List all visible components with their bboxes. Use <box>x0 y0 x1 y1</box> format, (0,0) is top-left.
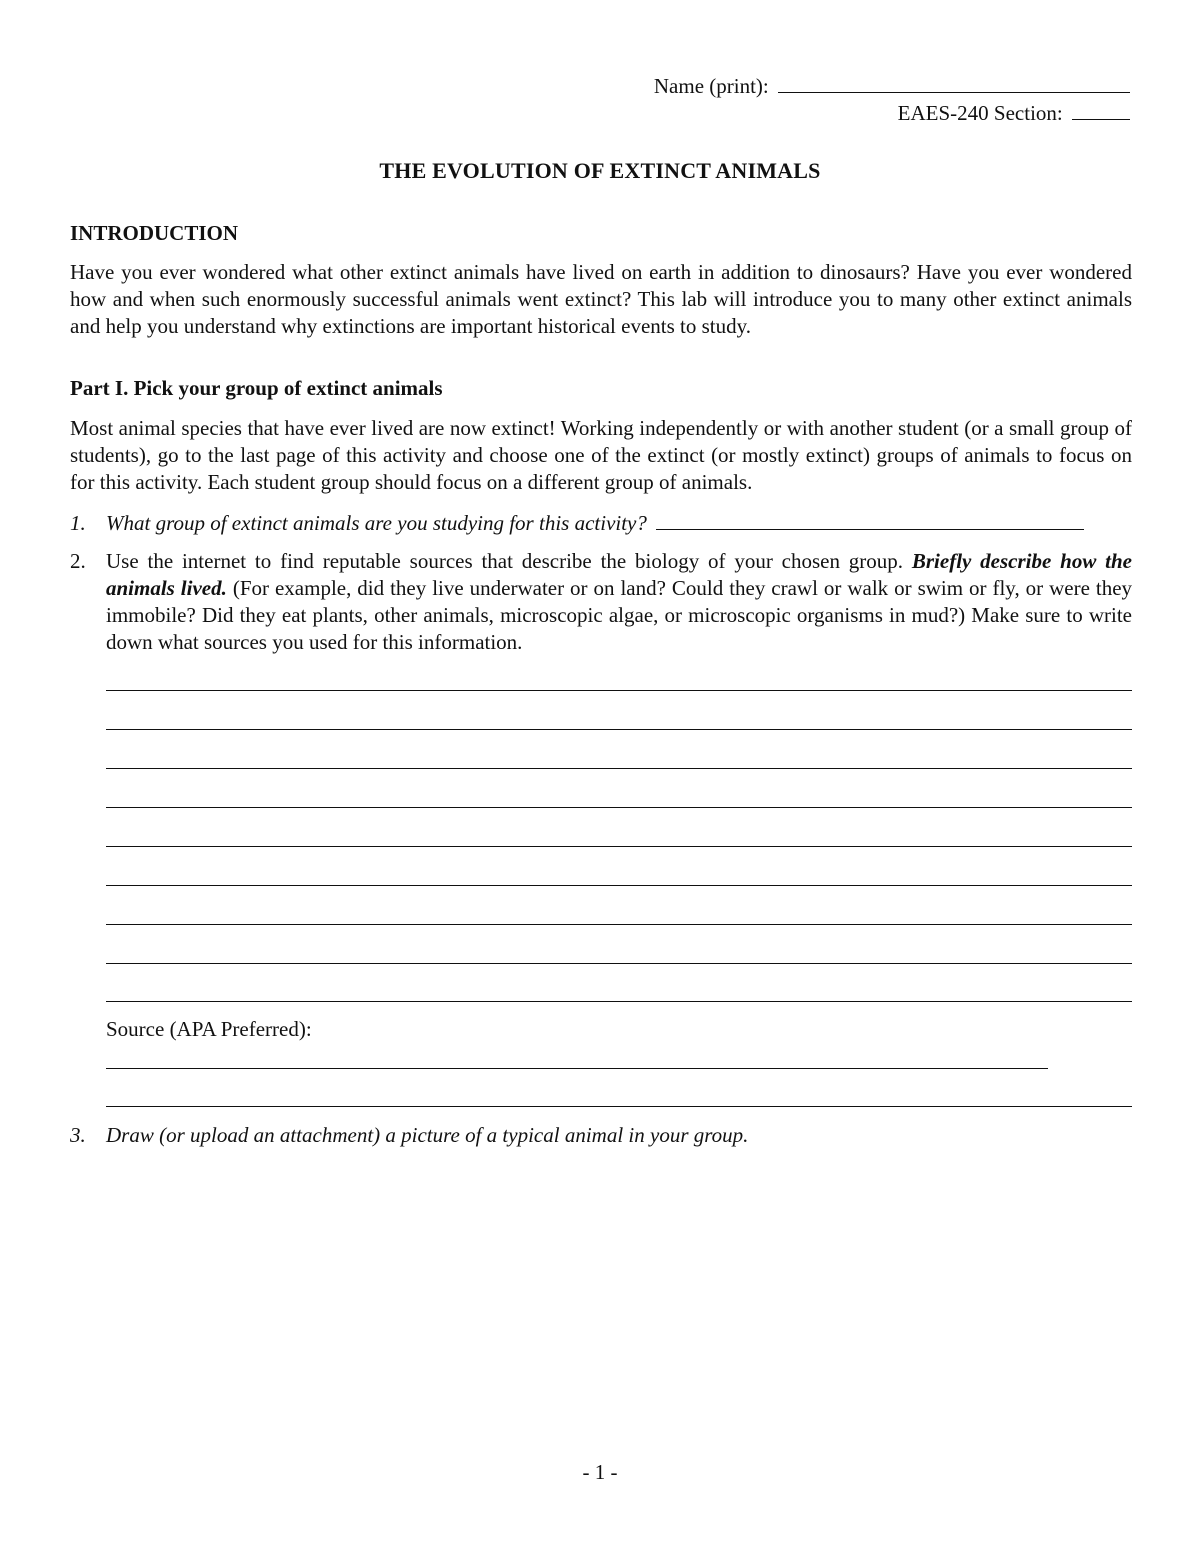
drawing-area[interactable] <box>106 1160 1132 1430</box>
question-3-number: 3. <box>70 1123 86 1147</box>
question-1 <box>106 510 1132 537</box>
answer-line[interactable] <box>106 1001 1132 1002</box>
question-2-emphasis: Briefly describe how the animals lived. <box>106 549 1132 600</box>
page-number: - 1 - <box>582 1460 618 1484</box>
question-2-text-start: Use the internet to find reputable sources that describe the biology of your chosen group. <box>106 549 904 573</box>
part1-heading: Part I. Pick your group of extinct animals <box>70 376 443 400</box>
section-blank[interactable] <box>1072 101 1130 120</box>
answer-line[interactable] <box>106 729 1132 730</box>
question-1-answer-blank[interactable] <box>656 511 1084 530</box>
question-1-text: What group of extinct animals are you studying for this activity? <box>106 511 647 535</box>
page-title: THE EVOLUTION OF EXTINCT ANIMALS <box>379 158 821 183</box>
part1-text: Most animal species that have ever lived are now extinct! Working independently or with another student (or a small group of students), go to the last page of this activity and choose one of the extinct (or mostly extinct) groups of animals to focus on for this activity. Each student group should focus on a different group of animals. <box>70 416 1132 494</box>
introduction-heading: INTRODUCTION <box>70 221 239 245</box>
question-2-text-end: (For example, did they live underwater or on land? Could they crawl or walk or swim or fly, or were they immobile? Did they eat plants, other animals, microscopic algae, or microscopic organisms in mud?) Make sure to write down what sources you used for this information. <box>106 576 1133 654</box>
introduction-text: Have you ever wondered what other extinct animals have lived on earth in addition to dinosaurs? Have you ever wondered how and when such enormously successful animals went extinct? This lab will introduce you to many other extinct animals and help you understand why extinctions are important historical events to study. <box>70 260 1132 338</box>
name-label: Name (print): <box>653 74 769 98</box>
answer-line[interactable] <box>106 807 1132 808</box>
answer-line[interactable] <box>106 885 1132 886</box>
answer-line[interactable] <box>106 963 1132 964</box>
answer-line[interactable] <box>106 690 1132 691</box>
section-label: EAES-240 Section: <box>897 101 1063 125</box>
name-blank[interactable] <box>778 74 1130 93</box>
source-label: Source (APA Preferred): <box>106 1017 312 1041</box>
question-1-number: 1. <box>70 511 86 535</box>
section-field-row <box>898 101 1130 125</box>
name-field-row <box>654 74 1130 98</box>
answer-line[interactable] <box>106 768 1132 769</box>
question-2-number: 2. <box>70 549 86 573</box>
answer-line[interactable] <box>106 846 1132 847</box>
question-3-text: Draw (or upload an attachment) a picture of a typical animal in your group. <box>106 1123 749 1147</box>
answer-line[interactable] <box>106 924 1132 925</box>
source-line[interactable] <box>106 1068 1048 1069</box>
source-line[interactable] <box>106 1106 1132 1107</box>
question-2-text <box>106 548 1132 656</box>
